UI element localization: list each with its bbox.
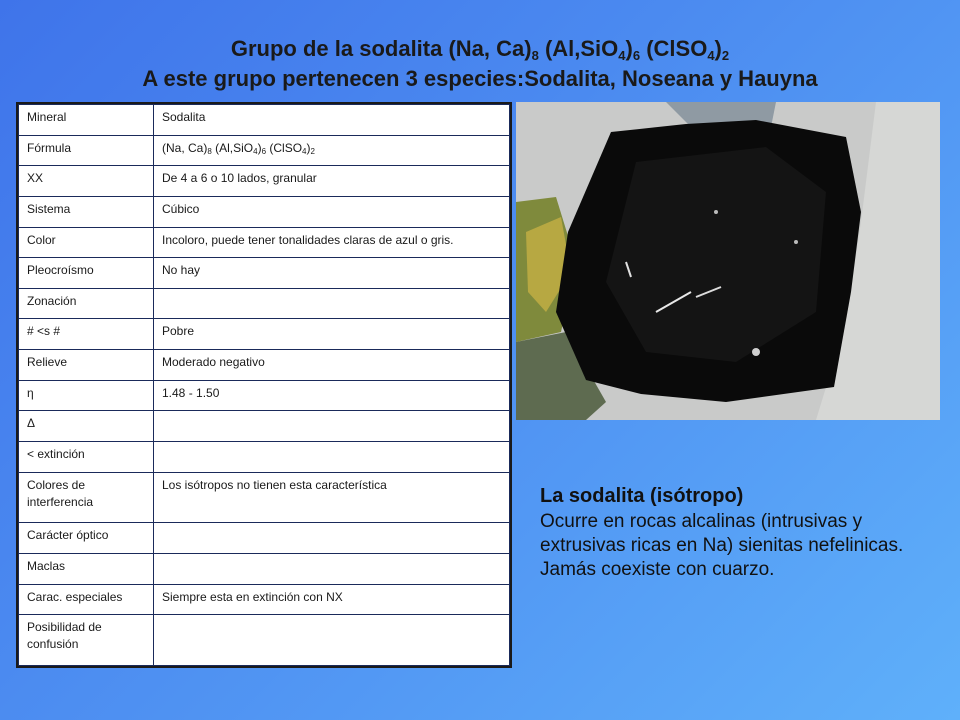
table-row [19, 166, 510, 197]
table-row [19, 411, 510, 442]
row-value: No hay [154, 258, 510, 289]
row-property: Maclas [19, 554, 154, 585]
inclusion-dot-2 [794, 240, 798, 244]
table-row-formula [19, 135, 510, 166]
row-value: Incoloro, puede tener tonalidades claras de azul o gris. [154, 227, 510, 258]
row-property: η [19, 380, 154, 411]
row-property: Posibilidad de confusión [19, 615, 154, 666]
row-property: Δ [19, 411, 154, 442]
row-value: Pobre [154, 319, 510, 350]
row-property: Fórmula [19, 135, 154, 166]
header-cell-mineral: Mineral [19, 105, 154, 136]
row-value [154, 523, 510, 554]
table-row [19, 615, 510, 666]
row-property: Zonación [19, 288, 154, 319]
header-cell-sodalita: Sodalita [154, 105, 510, 136]
inclusion-dot-1 [752, 348, 760, 356]
row-value: Moderado negativo [154, 350, 510, 381]
table-row [19, 227, 510, 258]
row-property: Colores de interferencia [19, 472, 154, 523]
description-heading: La sodalita (isótropo) [540, 485, 744, 507]
row-value [154, 615, 510, 666]
row-value: Siempre esta en extinción con NX [154, 584, 510, 615]
description-block [540, 484, 950, 582]
description-body: Ocurre en rocas alcalinas (intrusivas y extrusivas ricas en Na) sienitas nefelinicas. Jamás coexiste con cuarzo. [540, 511, 904, 580]
row-value: Cúbico [154, 196, 510, 227]
table-row [19, 196, 510, 227]
table-row [19, 554, 510, 585]
sodalite-micrograph [516, 102, 940, 420]
row-value-formula: (Na, $Ca)_8$ $(Al,SiO_4)_6$ $(ClSO_4)_2$ [154, 135, 510, 166]
row-property: Sistema [19, 196, 154, 227]
row-value: 1.48 - 1.50 [154, 380, 510, 411]
row-property: Pleocroísmo [19, 258, 154, 289]
row-property: XX [19, 166, 154, 197]
table-row [19, 288, 510, 319]
table-row [19, 584, 510, 615]
slide-title [0, 34, 960, 94]
table-header-row [19, 105, 510, 136]
table-row [19, 350, 510, 381]
table-row [19, 258, 510, 289]
table-row [19, 523, 510, 554]
inclusion-dot-3 [714, 210, 718, 214]
row-property: # <s # [19, 319, 154, 350]
row-value [154, 411, 510, 442]
row-value: Los isótropos no tienen esta característica [154, 472, 510, 523]
mineral-properties-table [16, 102, 512, 668]
row-value [154, 442, 510, 473]
row-value [154, 554, 510, 585]
table-row [19, 319, 510, 350]
row-property: Color [19, 227, 154, 258]
table-row [19, 380, 510, 411]
title-line-2: A este grupo pertenecen 3 especies:Sodalita, Noseana y Hauyna [142, 66, 818, 91]
row-property: Carac. especiales [19, 584, 154, 615]
row-property: Relieve [19, 350, 154, 381]
row-property: Carácter óptico [19, 523, 154, 554]
row-property: < extinción [19, 442, 154, 473]
title-line-1: Grupo de la sodalita (Na, $Ca)_8$ $(Al,SiO_4)_6$ $(ClSO_4)_2$ [230, 36, 730, 63]
row-value: De 4 a 6 o 10 lados, granular [154, 166, 510, 197]
table-row [19, 442, 510, 473]
row-value [154, 288, 510, 319]
table-row [19, 472, 510, 523]
